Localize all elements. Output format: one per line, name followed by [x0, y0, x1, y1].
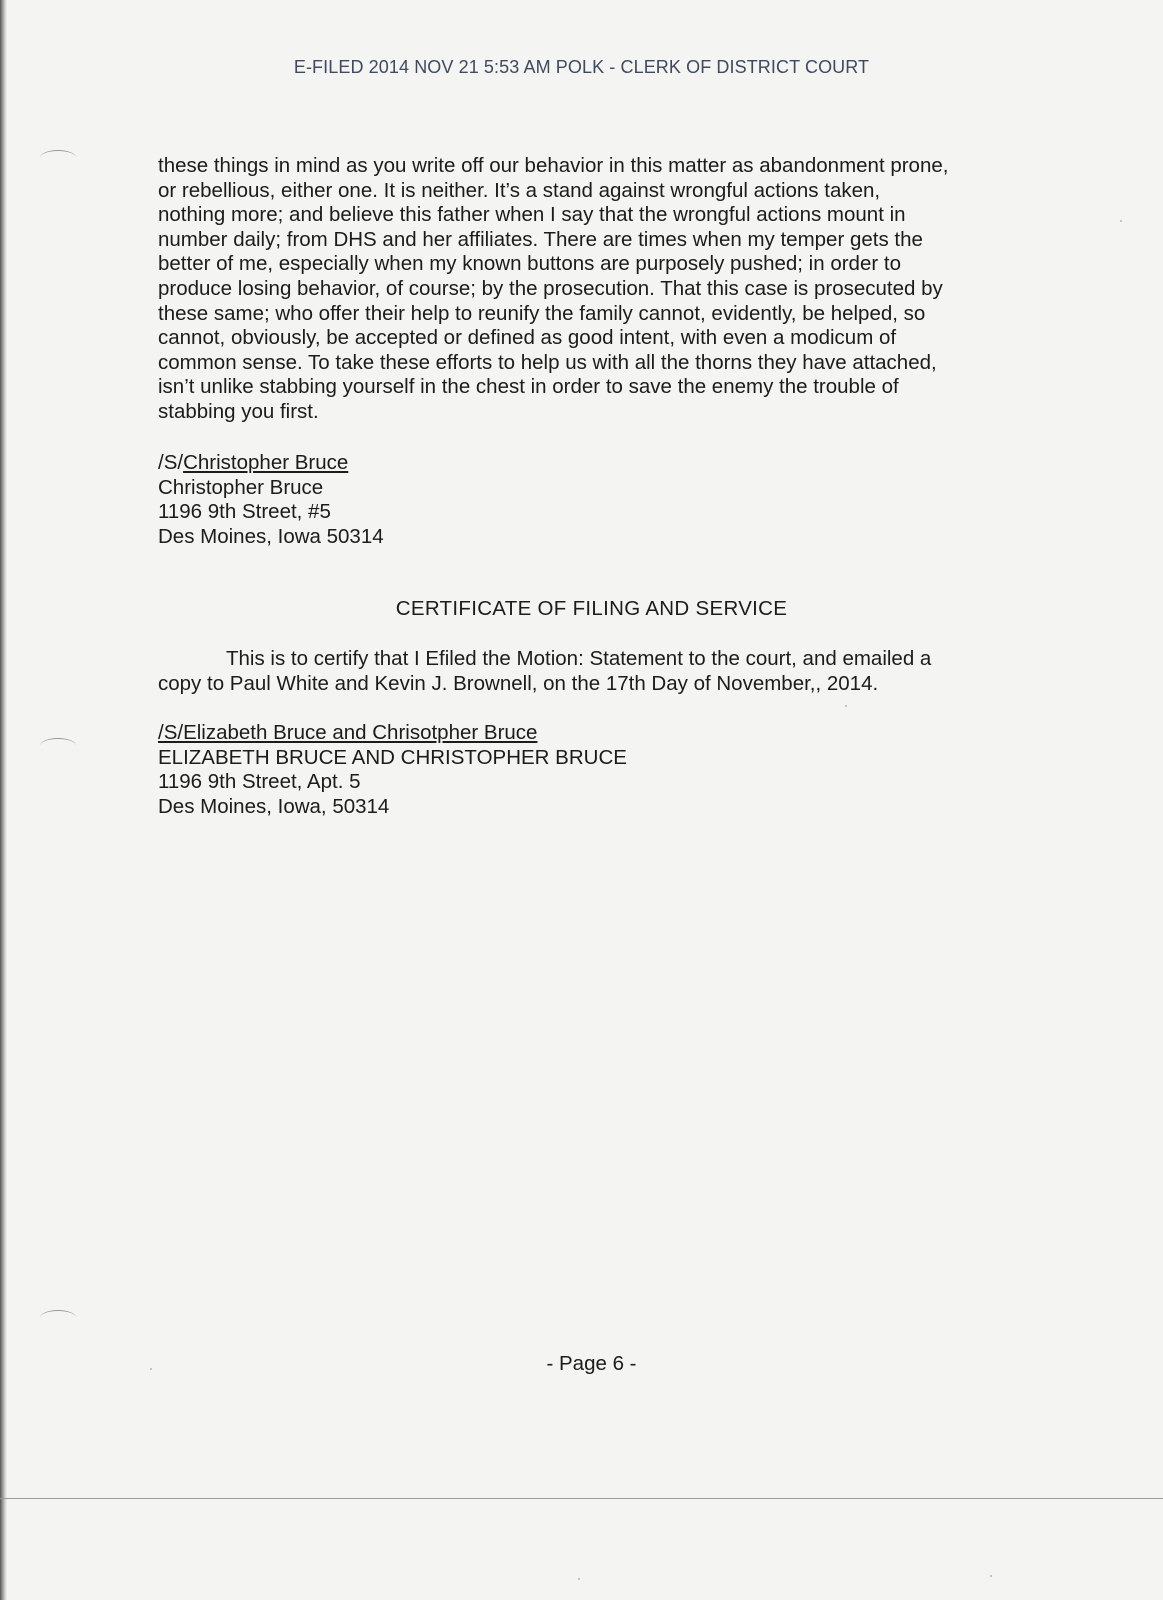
- body-line: number daily; from DHS and her affiliates. There are times when my temper gets the: [158, 227, 923, 251]
- statement-body: [158, 154, 1018, 425]
- body-line: these things in mind as you write off our behavior in this matter as abandonment prone,: [158, 154, 949, 177]
- scan-fold-line: [0, 1498, 1163, 1499]
- certificate-line: This is to certify that I Efiled the Motion: Statement to the court, and emailed a: [226, 647, 932, 670]
- punch-hole-mark-bottom: [40, 1310, 76, 1325]
- body-line: cannot, obviously, be accepted or defined as good intent, with even a modicum of: [158, 326, 897, 350]
- signature-prefix: /S/: [158, 451, 184, 474]
- signed-name: Christopher Bruce: [183, 451, 349, 474]
- punch-hole-mark-middle: [40, 738, 76, 753]
- body-line: nothing more; and believe this father when I say that the wrongful actions mount in: [158, 203, 906, 227]
- signer-address: 1196 9th Street, #5: [158, 500, 331, 524]
- certificate-signature-block: [158, 721, 627, 819]
- certificate-title: CERTIFICATE OF FILING AND SERVICE: [395, 597, 788, 620]
- body-line: stabbing you first.: [158, 399, 319, 423]
- certificate-names: ELIZABETH BRUCE AND CHRISTOPHER BRUCE: [158, 745, 627, 769]
- body-line: these same; who offer their help to reunify the family cannot, evidently, be helped, so: [158, 301, 926, 325]
- scan-speck: [1120, 220, 1122, 222]
- punch-hole-mark-top: [40, 150, 76, 165]
- body-line: isn’t unlike stabbing yourself in the chest in order to save the enemy the trouble of: [158, 375, 899, 399]
- body-line: common sense. To take these efforts to help us with all the thorns they have attached,: [158, 350, 937, 374]
- certificate-signature: /S/Elizabeth Bruce and Chrisotpher Bruce: [158, 721, 538, 744]
- filing-stamp: E-FILED 2014 NOV 21 5:53 AM POLK - CLERK OF DISTRICT COURT: [293, 57, 870, 77]
- scan-speck: [578, 1578, 580, 1580]
- signer-city: Des Moines, Iowa 50314: [158, 524, 384, 548]
- scan-speck: [990, 1575, 992, 1577]
- certificate-address: 1196 9th Street, Apt. 5: [158, 770, 361, 794]
- certificate-city: Des Moines, Iowa, 50314: [158, 794, 390, 818]
- body-line: better of me, especially when my known buttons are purposely pushed; in order to: [158, 252, 901, 276]
- certificate-text: [158, 647, 931, 696]
- scan-speck: [150, 1368, 152, 1370]
- body-line: or rebellious, either one. It is neither. It’s a stand against wrongful actions taken,: [158, 178, 881, 202]
- signature-block: [158, 451, 384, 549]
- signer-name: Christopher Bruce: [158, 475, 324, 499]
- signature-line: [158, 451, 384, 476]
- certificate-line: copy to Paul White and Kevin J. Brownell, on the 17th Day of November,, 2014.: [158, 671, 879, 695]
- page-number: - Page 6 -: [546, 1352, 637, 1375]
- body-line: produce losing behavior, of course; by the prosecution. That this case is prosecuted by: [158, 276, 943, 300]
- scan-speck: [845, 705, 847, 707]
